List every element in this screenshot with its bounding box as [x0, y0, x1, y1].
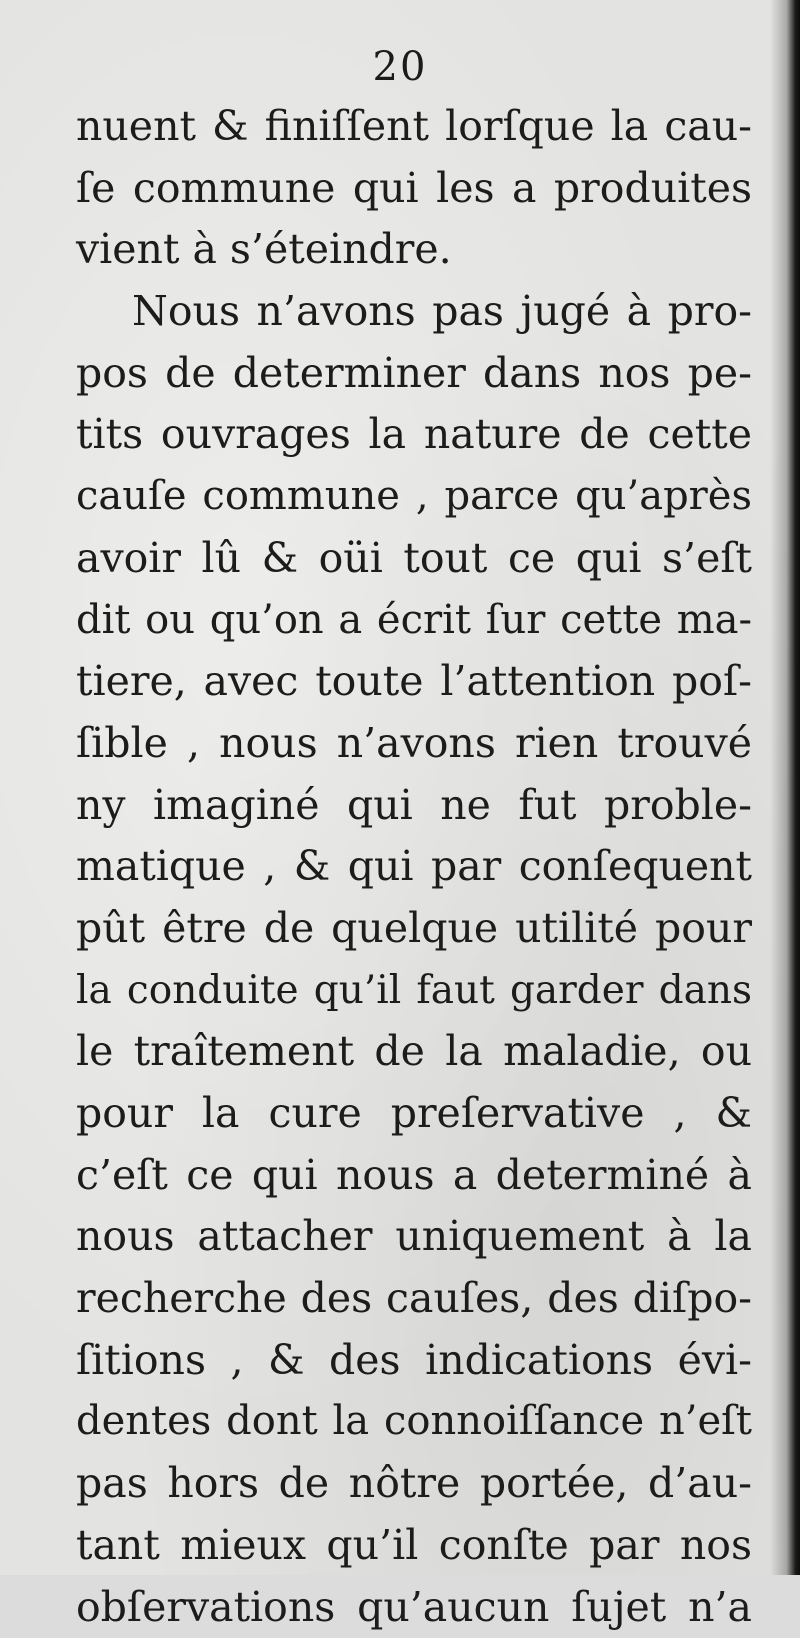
text-line: ſible , nous n’avons rien trouvé [76, 713, 752, 775]
page-number: 20 [0, 44, 800, 90]
text-line: Nous n’avons pas jugé à pro- [76, 281, 752, 343]
text-line: le traîtement de la maladie, ou [76, 1021, 752, 1083]
text-line: pas hors de nôtre portée, d’au- [76, 1453, 752, 1515]
page-edge-shadow [770, 0, 800, 1575]
text-line: ny imaginé qui ne fut proble- [76, 775, 752, 837]
text-line: tant mieux qu’il conſte par nos [76, 1515, 752, 1577]
text-line: cauſe commune , parce qu’après [76, 466, 752, 528]
text-line: pour la cure preſervative , & [76, 1083, 752, 1145]
text-line: c’eſt ce qui nous a determiné à [76, 1145, 752, 1207]
text-line: dit ou qu’on a écrit ſur cette ma- [76, 590, 752, 652]
text-line: ſitions , & des indications évi- [76, 1330, 752, 1392]
text-line: tits ouvrages la nature de cette [76, 404, 752, 466]
text-line: recherche des cauſes, des diſpo- [76, 1268, 752, 1330]
text-line: pos de determiner dans nos pe- [76, 343, 752, 405]
text-line: nous attacher uniquement à la [76, 1206, 752, 1268]
text-line: vient à s’éteindre. [76, 219, 752, 281]
text-line: la conduite qu’il faut garder dans [76, 960, 752, 1022]
text-line: avoir lû & oüi tout ce qui s’eſt [76, 528, 752, 590]
text-line: tiere, avec toute l’attention poſ- [76, 651, 752, 713]
text-line: matique , & qui par conſequent [76, 836, 752, 898]
body-text [76, 96, 752, 1638]
text-line: nuent & finiſſent lorſque la cau- [76, 96, 752, 158]
text-line: dentes dont la connoiſſance n’eſt [76, 1391, 752, 1453]
text-line: obſervations qu’aucun ſujet n’a [76, 1577, 752, 1638]
text-line: ſe commune qui les a produites [76, 158, 752, 220]
text-line: pût être de quelque utilité pour [76, 898, 752, 960]
